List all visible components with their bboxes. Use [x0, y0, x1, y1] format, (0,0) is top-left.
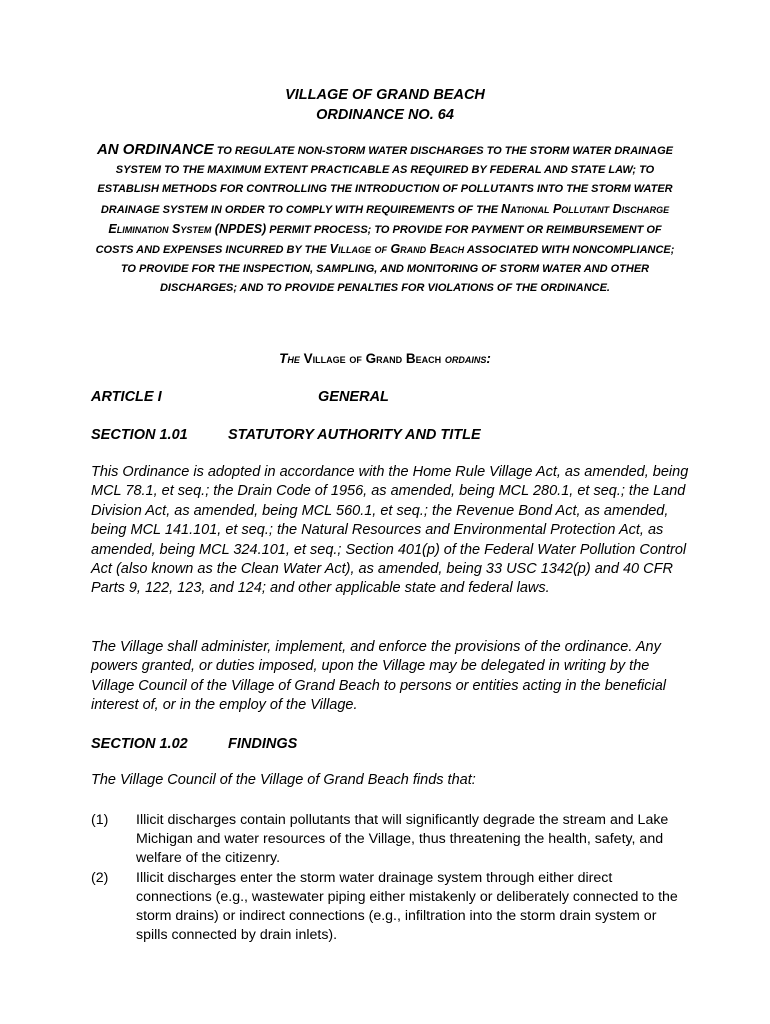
article-title: GENERAL: [318, 389, 389, 405]
ordinance-preamble: [92, 140, 678, 299]
list-item: [91, 811, 691, 869]
statutory-authority-paragraph: This Ordinance is adopted in accordance with the Home Rule Village Act, as amended, being MCL 78.1, et seq.; the Drain Code of 1956, as amended, being MCL 280.1, et seq.; the Land Division Act, as amended, being MCL 560.1, et seq.; the Revenue Bond Act, as amended, being MCL 141.101, et seq.; the Natural Resources and Environmental Protection Act, as amended, being MCL 324.101, et seq.; Section 401(p) of the Federal Water Pollution Control Act (also known as the Clean Water Act), as amended, being 33 USC 1342(p) and 40 CFR Parts 9, 122, 123, and 124; and other applicable state and federal laws.: [91, 464, 689, 597]
preamble-village-name: Village of Grand Beach: [329, 242, 465, 257]
ordains-the: The: [279, 351, 300, 366]
list-item-text: Illicit discharges enter the storm water drainage system through either direct connections (e.g., wastewater piping either mistakenly or deliberately connected to the storm drains) or indirect connections (e.g., infiltration into the storm drain system or spills connected by drain inlets).: [136, 869, 678, 944]
list-item-text: Illicit discharges contain pollutants that will significantly degrade the stream and Lake Michigan and water resources of the Village, thus threatening the health, safety, and welfare of the citizenry.: [136, 812, 669, 867]
findings-intro: The Village Council of the Village of Grand Beach finds that:: [91, 772, 476, 788]
administration-paragraph: The Village shall administer, implement, and enforce the provisions of the ordinance. Any powers granted, or duties imposed, upon the Village may be delegated in writing by the Village Council of the Village of Grand Beach to persons or entities acting in the beneficial interest of, or in the employ of the Village.: [91, 639, 666, 714]
list-item: [91, 869, 691, 946]
preamble-text-2: PERMIT PROCESS; TO PROVIDE FOR PAYMENT OR REIMBURSEMENT OF COSTS AND EXPENSES INCURRED BY THE: [95, 223, 662, 257]
preamble-lead: AN ORDINANCE: [96, 141, 214, 158]
document-title: VILLAGE OF GRAND BEACH: [285, 87, 485, 103]
list-item-number: (2): [91, 869, 109, 886]
ordains-village: Village of Grand Beach: [299, 351, 445, 366]
section-1-01-number: SECTION 1.01: [91, 427, 188, 443]
ordains-verb: ordains:: [444, 351, 491, 366]
list-item-number: (1): [91, 812, 109, 828]
preamble-npdes: National Pollutant Discharge Elimination System (NPDES): [108, 201, 670, 236]
section-1-02-number: SECTION 1.02: [91, 736, 188, 752]
article-number: ARTICLE I: [91, 389, 162, 405]
ordains-line: [0, 349, 770, 368]
preamble-text-1: TO REGULATE NON-STORM WATER DISCHARGES TO THE STORM WATER DRAINAGE SYSTEM TO THE MAXIMUM EXTENT PRACTICABLE AS REQUIRED BY FEDERAL AND STATE LAW; TO ESTABLISH METHODS FOR CONTROLLING THE INTRODUCTION OF POLLUTANTS INTO THE STORM WATER DRAINAGE SYSTEM IN ORDER TO COMPLY WITH REQUIREMENTS OF THE: [97, 145, 674, 216]
preamble-text-3: ASSOCIATED WITH NONCOMPLIANCE; TO PROVIDE FOR THE INSPECTION, SAMPLING, AND MONITORING OF STORM WATER AND OTHER DISCHARGES; AND TO PROVIDE PENALTIES FOR VIOLATIONS OF THE ORDINANCE.: [120, 244, 675, 295]
section-1-02-title: FINDINGS: [228, 736, 298, 752]
section-1-01-title: STATUTORY AUTHORITY AND TITLE: [228, 427, 481, 443]
ordinance-number: ORDINANCE NO. 64: [316, 107, 454, 123]
findings-list: [91, 811, 691, 945]
